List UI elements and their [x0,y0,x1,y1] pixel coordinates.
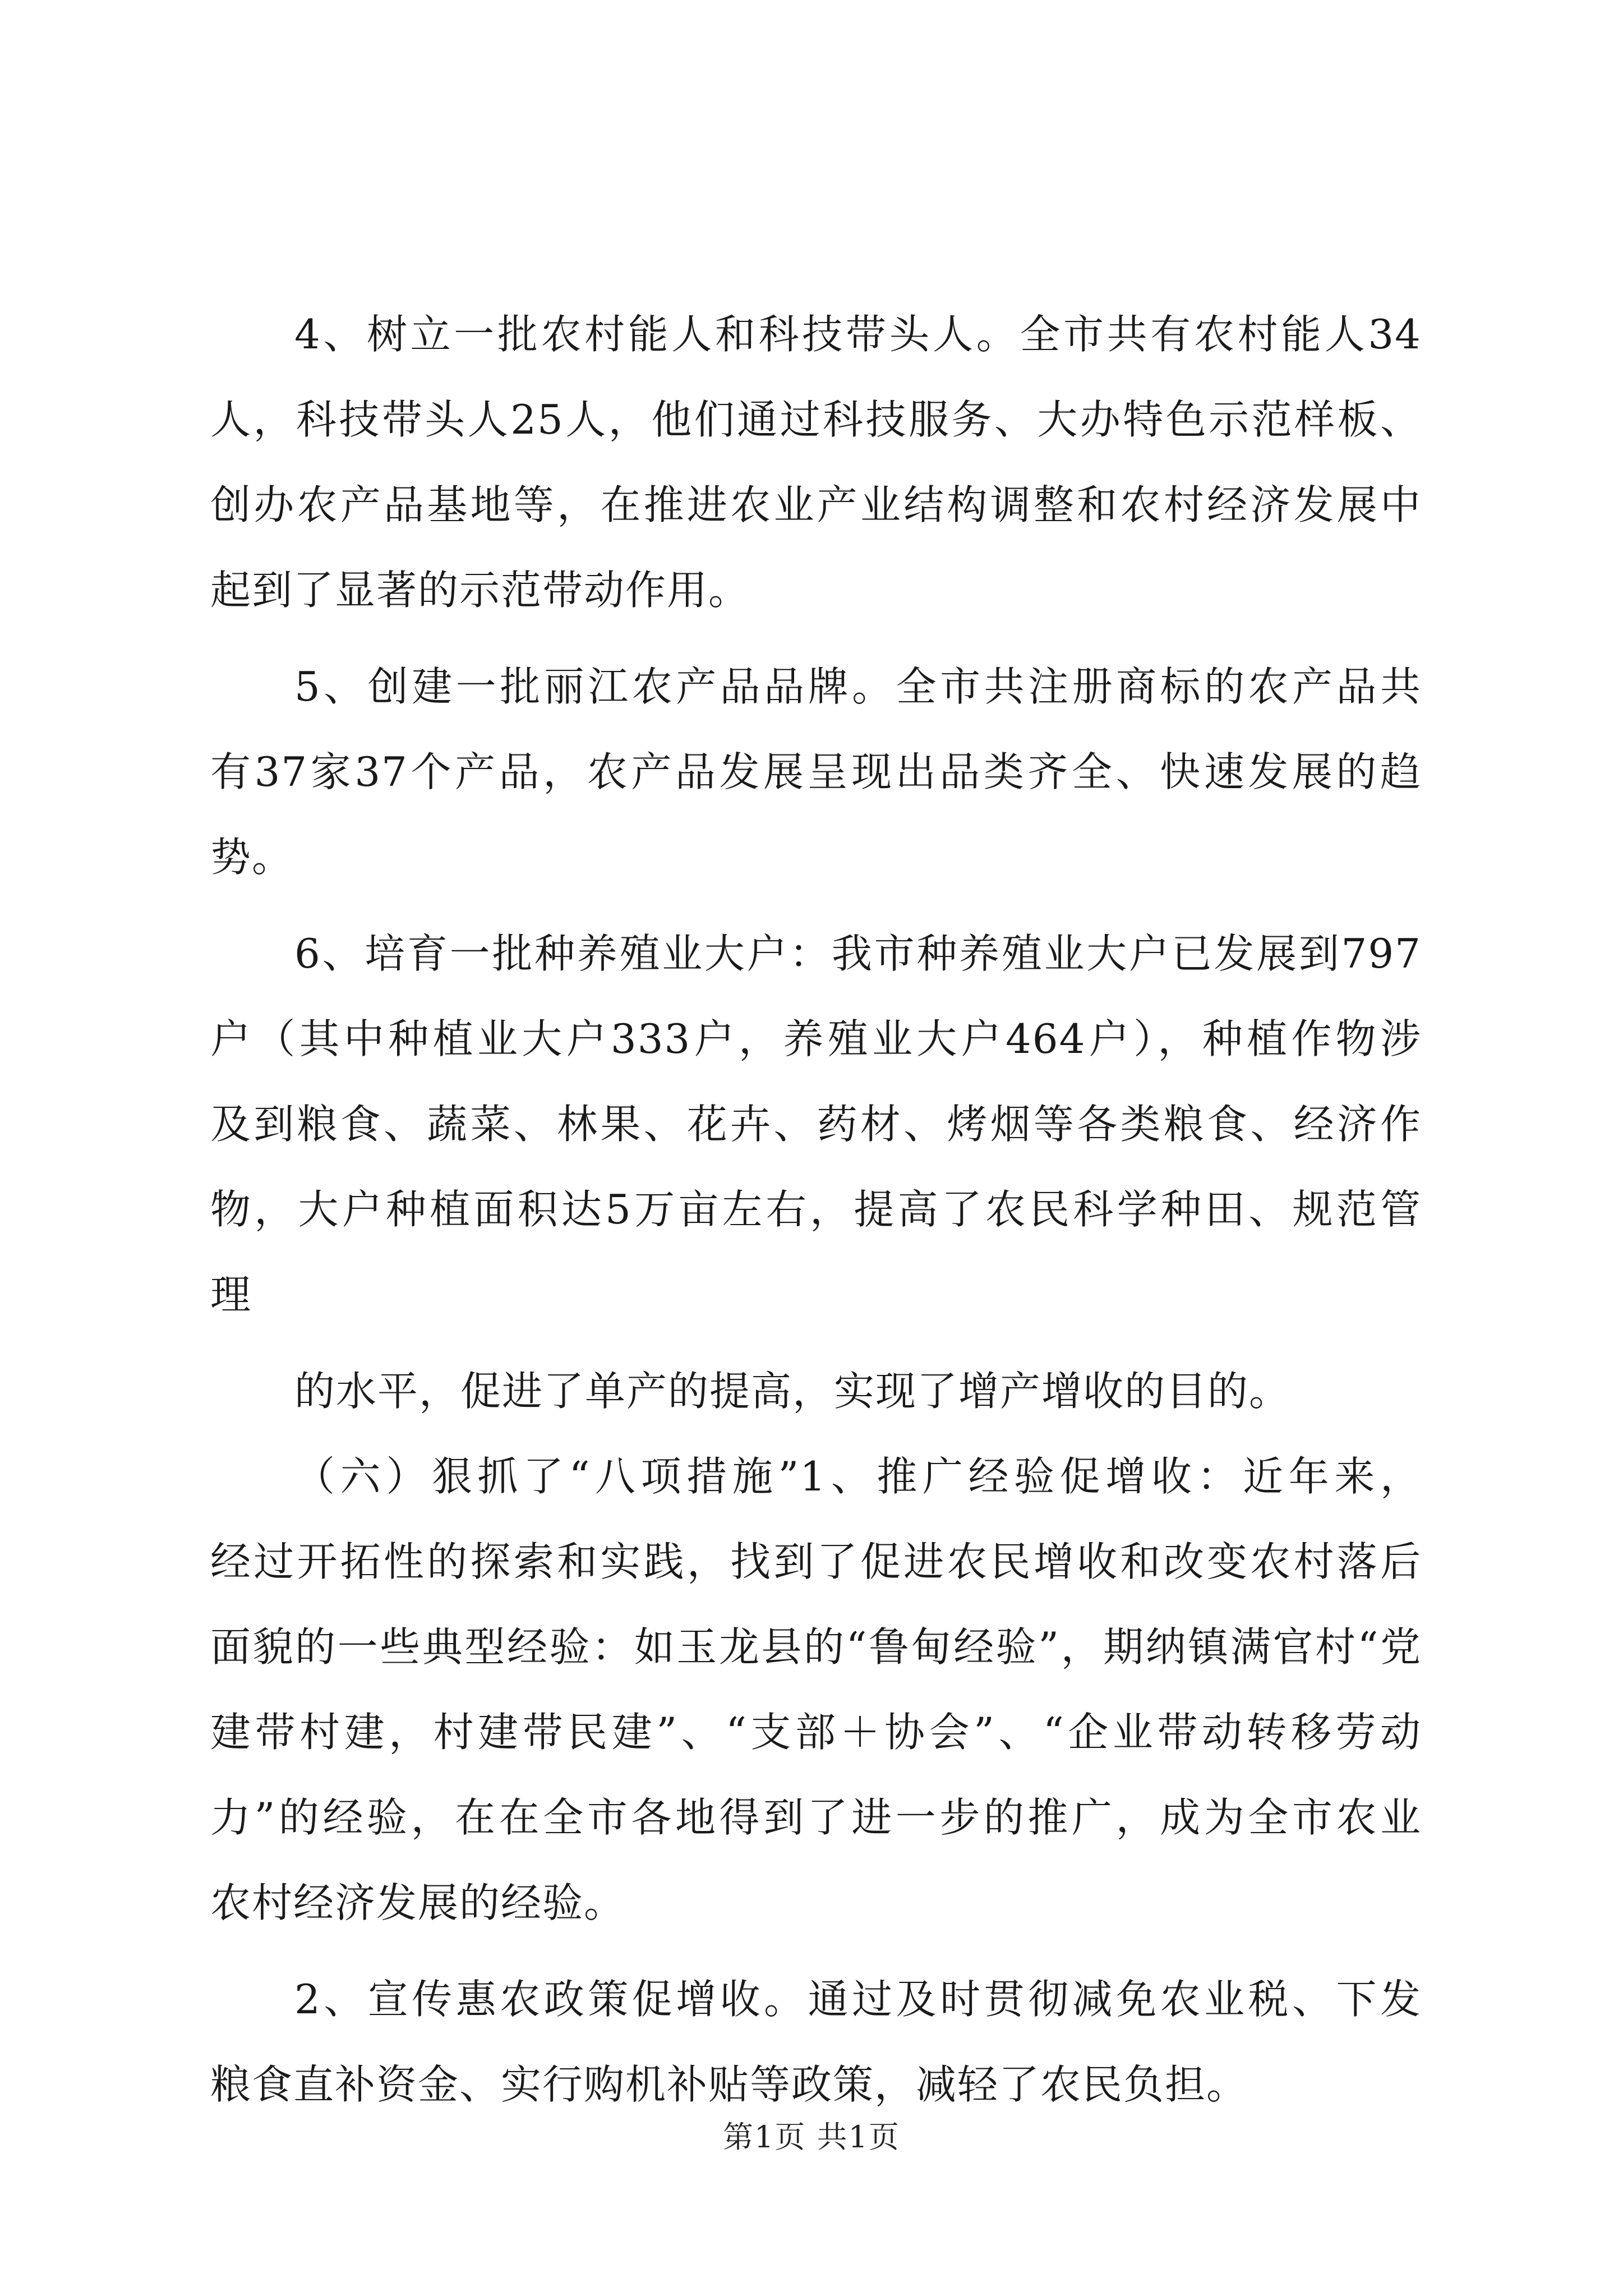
text-line: 5、创建一批丽江农产品品牌。全市共注册商标的农产品共 [294,663,1422,710]
text-line: 创办农产品基地等，在推进农业产业结构调整和农村经济发展中 [210,481,1422,528]
text-line: 经过开拓性的探索和实践，找到了促进农民增收和改变农村落后 [210,1538,1422,1585]
paragraph-gap [210,900,1422,911]
text-line: 力”的经验，在在全市各地得到了进一步的推广，成为全市农业 [210,1794,1422,1841]
text-line: 势。 [210,834,294,881]
text-line: 面貌的一些典型经验：如玉龙县的“鲁甸经验”，期纳镇满官村“党 [210,1623,1422,1671]
paragraph-gap [210,1945,1422,1957]
document-body [210,292,1422,2127]
page-footer: 第1页 共1页 [723,2119,900,2155]
text-line: 2、宣传惠农政策促增收。通过及时贯彻减免农业税、下发 [294,1976,1422,2023]
text-line: 4、树立一批农村能人和科技带头人。全市共有农村能人34 [294,311,1422,358]
text-line: 起到了显著的示范带动作用。 [210,567,750,614]
text-line: 理 [210,1271,252,1318]
paragraph-item-4 [210,292,1422,633]
paragraph-item-5 [210,644,1422,900]
text-line: 人，科技带头人25人，他们通过科技服务、大办特色示范样板、 [210,396,1422,443]
text-line: （六）狠抓了“八项措施”1、推广经验促增收：近年来， [294,1453,1422,1500]
paragraph-item-6-continued [210,1349,1422,1434]
text-line: 6、培育一批种养殖业大户：我市种养殖业大户已发展到797 [294,930,1422,977]
text-line: 的水平，促进了单产的提高，实现了增产增收的目的。 [294,1368,1291,1415]
paragraph-gap [210,1337,1422,1349]
text-line: 有37家37个产品，农产品发展呈现出品类齐全、快速发展的趋 [210,748,1422,795]
text-line: 粮食直补资金、实行购机补贴等政策，减轻了农民负担。 [210,2061,1248,2108]
paragraph-gap [210,633,1422,644]
text-line: 建带村建，村建带民建”、“支部＋协会”、“企业带动转移劳动 [210,1709,1422,1756]
text-line: 物，大户种植面积达5万亩左右，提高了农民科学种田、规范管 [210,1186,1422,1233]
paragraph-item-6 [210,911,1422,1337]
text-line: 户（其中种植业大户333户，养殖业大户464户），种植作物涉 [210,1015,1422,1062]
paragraph-item-policy [210,1957,1422,2127]
text-line: 农村经济发展的经验。 [210,1879,626,1926]
paragraph-item-six-measures [210,1434,1422,1945]
text-line: 及到粮食、蔬菜、林果、花卉、药材、烤烟等各类粮食、经济作 [210,1101,1422,1148]
